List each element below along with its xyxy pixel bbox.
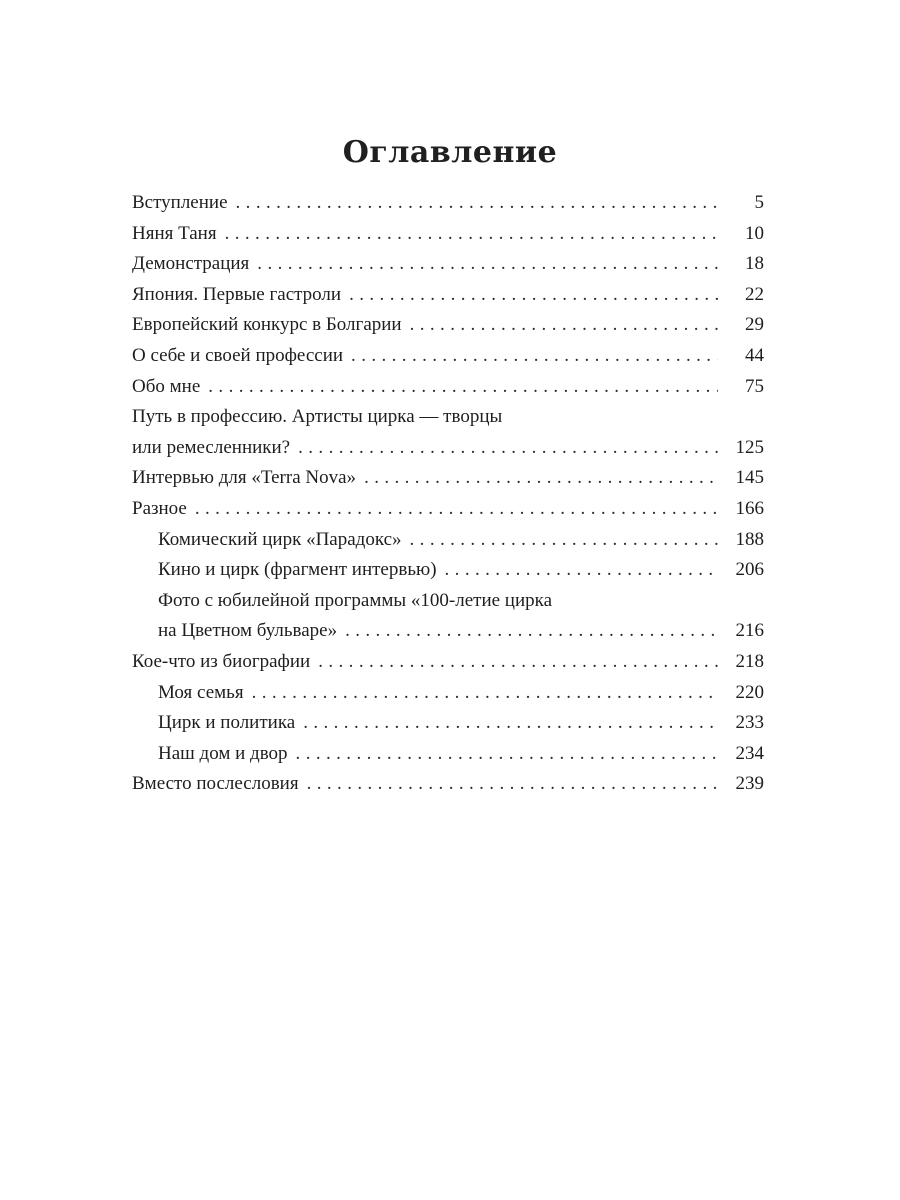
toc-entry-label: Кое-что из биографии [132, 650, 311, 672]
toc-entry[interactable] [132, 310, 764, 341]
toc-page-number: 75 [745, 375, 764, 397]
toc-subentry[interactable] [132, 739, 764, 770]
toc-page-number: 233 [735, 712, 764, 734]
toc-entry-label: Европейский конкурс в Болгарии [132, 314, 402, 336]
dot-leader [303, 708, 718, 739]
dot-leader [296, 739, 718, 770]
toc-entry-label: Обо мне [132, 375, 201, 397]
toc-entry-label: Моя семья [158, 681, 244, 703]
toc-subentry[interactable] [132, 525, 764, 556]
toc-entry-label: Кино и цирк (фрагмент интервью) [158, 559, 437, 581]
toc-page-number: 234 [735, 742, 764, 764]
toc-entry[interactable] [132, 219, 764, 250]
toc-entry-label-continued: или ремесленники? [132, 436, 291, 458]
toc-subentry[interactable] [132, 708, 764, 739]
toc-page-number: 206 [735, 559, 764, 581]
dot-leader [225, 219, 718, 250]
dot-leader [236, 188, 718, 219]
table-of-contents [132, 188, 764, 800]
dot-leader [208, 372, 718, 403]
toc-entry[interactable] [132, 188, 764, 219]
dot-leader [252, 678, 718, 709]
dot-leader [318, 647, 718, 678]
toc-entry-label: Наш дом и двор [158, 742, 288, 764]
toc-entry[interactable] [132, 647, 764, 678]
toc-page-number: 166 [735, 497, 764, 519]
toc-entry-label: Разное [132, 497, 187, 519]
dot-leader [445, 555, 718, 586]
dot-leader [351, 341, 718, 372]
toc-subentry[interactable] [132, 616, 764, 647]
toc-page-number: 239 [735, 773, 764, 795]
toc-page-number: 218 [735, 650, 764, 672]
toc-entry[interactable] [132, 341, 764, 372]
toc-entry[interactable] [132, 494, 764, 525]
dot-leader [349, 280, 718, 311]
toc-entry-label: Путь в профессию. Артисты цирка — творцы [132, 406, 503, 428]
toc-page-number: 10 [745, 222, 764, 244]
toc-entry-label: Вместо послесловия [132, 773, 299, 795]
dot-leader [195, 494, 718, 525]
dot-leader [410, 525, 718, 556]
toc-page-number: 18 [745, 253, 764, 275]
toc-subentry-first-line[interactable] [132, 586, 764, 617]
toc-entry[interactable] [132, 463, 764, 494]
toc-entry-label: Цирк и политика [158, 712, 296, 734]
toc-page-number: 145 [735, 467, 764, 489]
toc-entry-label: Комический цирк «Парадокс» [158, 528, 402, 550]
dot-leader [345, 616, 718, 647]
toc-page-number: 29 [745, 314, 764, 336]
dot-leader [298, 433, 718, 464]
toc-page-number: 220 [735, 681, 764, 703]
toc-page-number: 22 [745, 283, 764, 305]
toc-entry-label: Вступление [132, 192, 228, 213]
toc-entry-first-line[interactable] [132, 402, 764, 433]
toc-entry-label: Япония. Первые гастроли [132, 283, 342, 305]
toc-entry[interactable] [132, 249, 764, 280]
toc-entry[interactable] [132, 433, 764, 464]
toc-entry-label: Интервью для «Terra Nova» [132, 467, 357, 489]
toc-page-number: 216 [735, 620, 764, 642]
toc-subentry[interactable] [132, 555, 764, 586]
toc-page-number: 188 [735, 528, 764, 550]
dot-leader [410, 310, 718, 341]
toc-entry-label: О себе и своей профессии [132, 344, 344, 366]
dot-leader [364, 463, 718, 494]
toc-entry[interactable] [132, 372, 764, 403]
dot-leader [307, 769, 718, 800]
toc-entry-label: Фото с юбилейной программы «100-летие цирка [158, 589, 553, 611]
dot-leader [257, 249, 718, 280]
page-title: Оглавление [342, 135, 558, 171]
toc-subentry[interactable] [132, 678, 764, 709]
toc-entry-label-continued: на Цветном бульваре» [158, 620, 338, 642]
toc-entry[interactable] [132, 769, 764, 800]
toc-page-number: 125 [735, 436, 764, 458]
toc-entry-label: Демонстрация [132, 253, 250, 275]
toc-page-number: 44 [745, 344, 764, 366]
toc-entry-label: Няня Таня [132, 222, 217, 244]
toc-entry[interactable] [132, 280, 764, 311]
toc-page-number: 5 [754, 192, 764, 213]
